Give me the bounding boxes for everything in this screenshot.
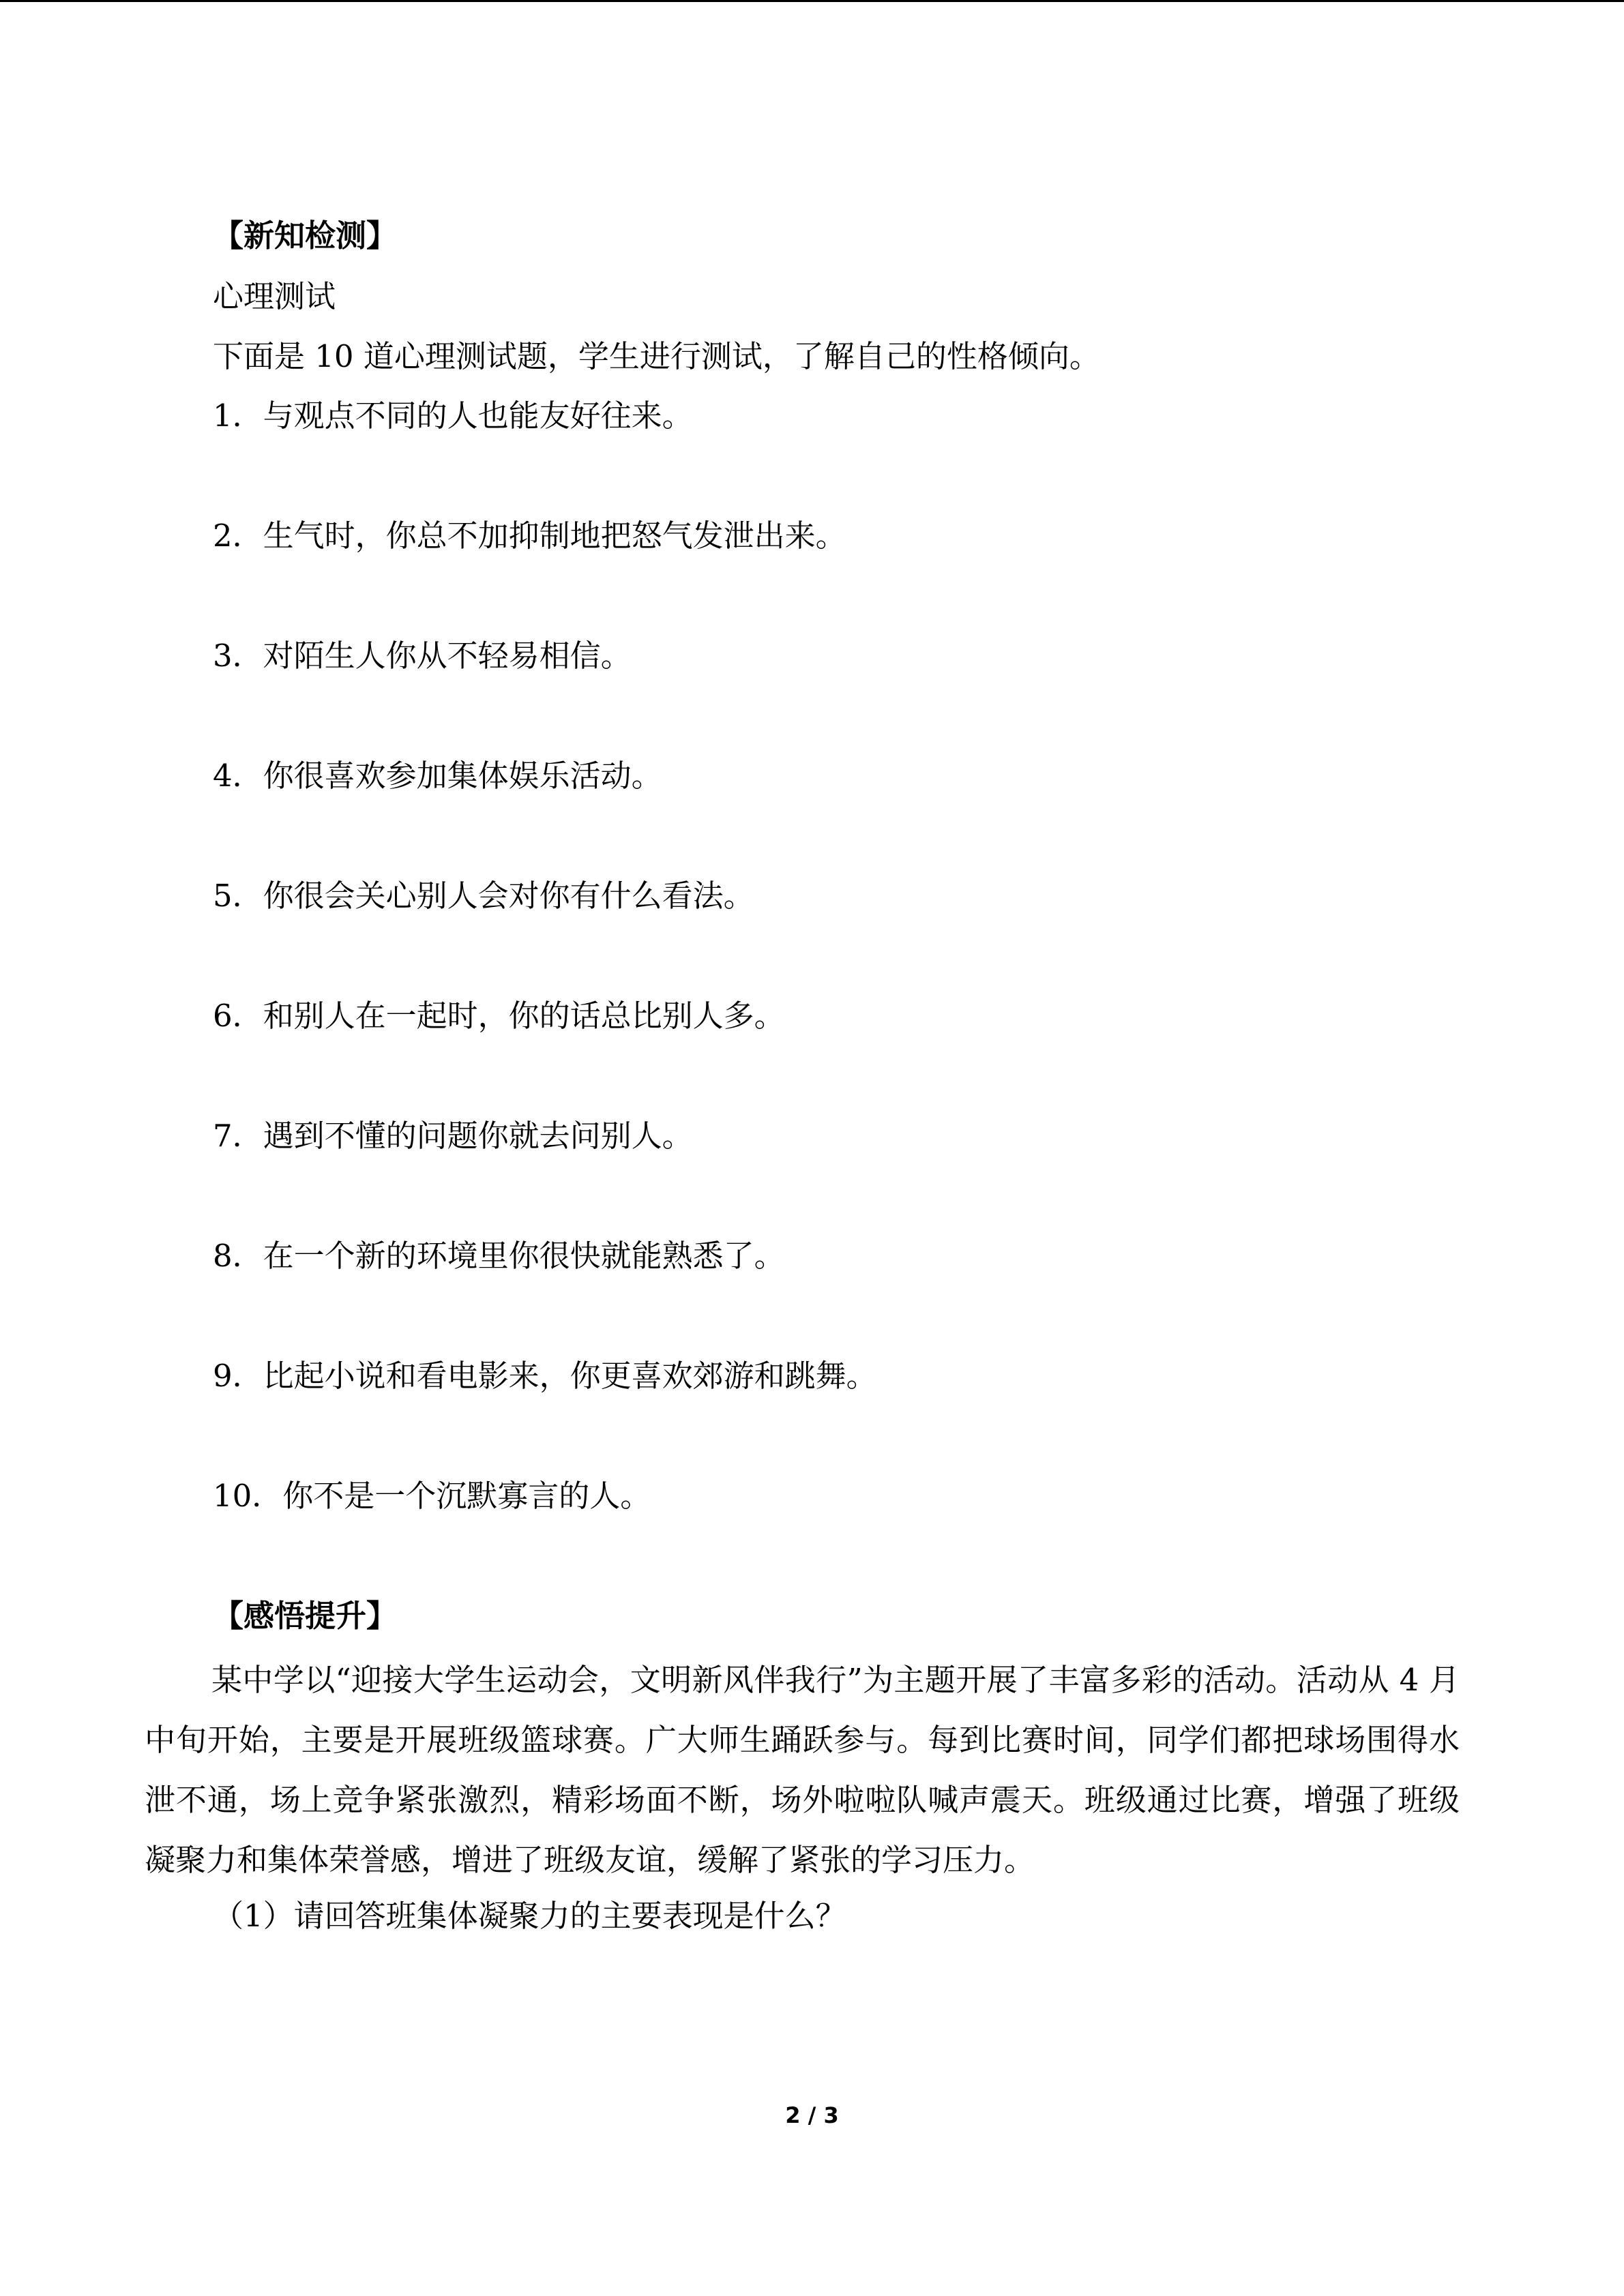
question-3: 3．对陌生人你从不轻易相信。 [213,638,632,674]
top-border-line [0,0,1624,2]
question-2: 2．生气时，你总不加抑制地把怒气发泄出来。 [213,518,846,554]
section-heading-insight: 【感悟提升】 [213,1598,398,1634]
question-5: 5．你很会关心别人会对你有什么看法。 [213,878,754,914]
insight-question-1: （1）请回答班集体凝聚力的主要表现是什么？ [213,1898,846,1934]
section-heading-new-knowledge-check: 【新知检测】 [213,218,398,254]
question-9: 9．比起小说和看电影来，你更喜欢郊游和跳舞。 [213,1358,877,1394]
question-10: 10．你不是一个沉默寡言的人。 [213,1478,651,1514]
page-number: 2 / 3 [785,2102,839,2128]
section-subtitle: 心理测试 [213,278,336,314]
question-1: 1．与观点不同的人也能友好往来。 [213,398,693,434]
insight-paragraph: 某中学以“迎接大学生运动会，文明新风伴我行”为主题开展了丰富多彩的活动。活动从 4 月中旬开始，主要是开展班级篮球赛。广大师生踊跃参与。每到比赛时间，同学们都把球场围得水泄不通，场上竞争紧张激烈，精彩场面不断，场外啦啦队喊声震天。班级通过比赛，增强了班级凝聚力和集体荣誉感，增进了班级友谊，缓解了紧张的学习压力。 [145,1662,1460,1878]
question-8: 8．在一个新的环境里你很快就能熟悉了。 [213,1238,785,1274]
intro-text: 下面是 10 道心理测试题，学生进行测试，了解自己的性格倾向。 [213,338,1100,374]
question-6: 6．和别人在一起时，你的话总比别人多。 [213,998,785,1034]
question-4: 4．你很喜欢参加集体娱乐活动。 [213,758,662,794]
question-7: 7．遇到不懂的问题你就去问别人。 [213,1118,693,1154]
